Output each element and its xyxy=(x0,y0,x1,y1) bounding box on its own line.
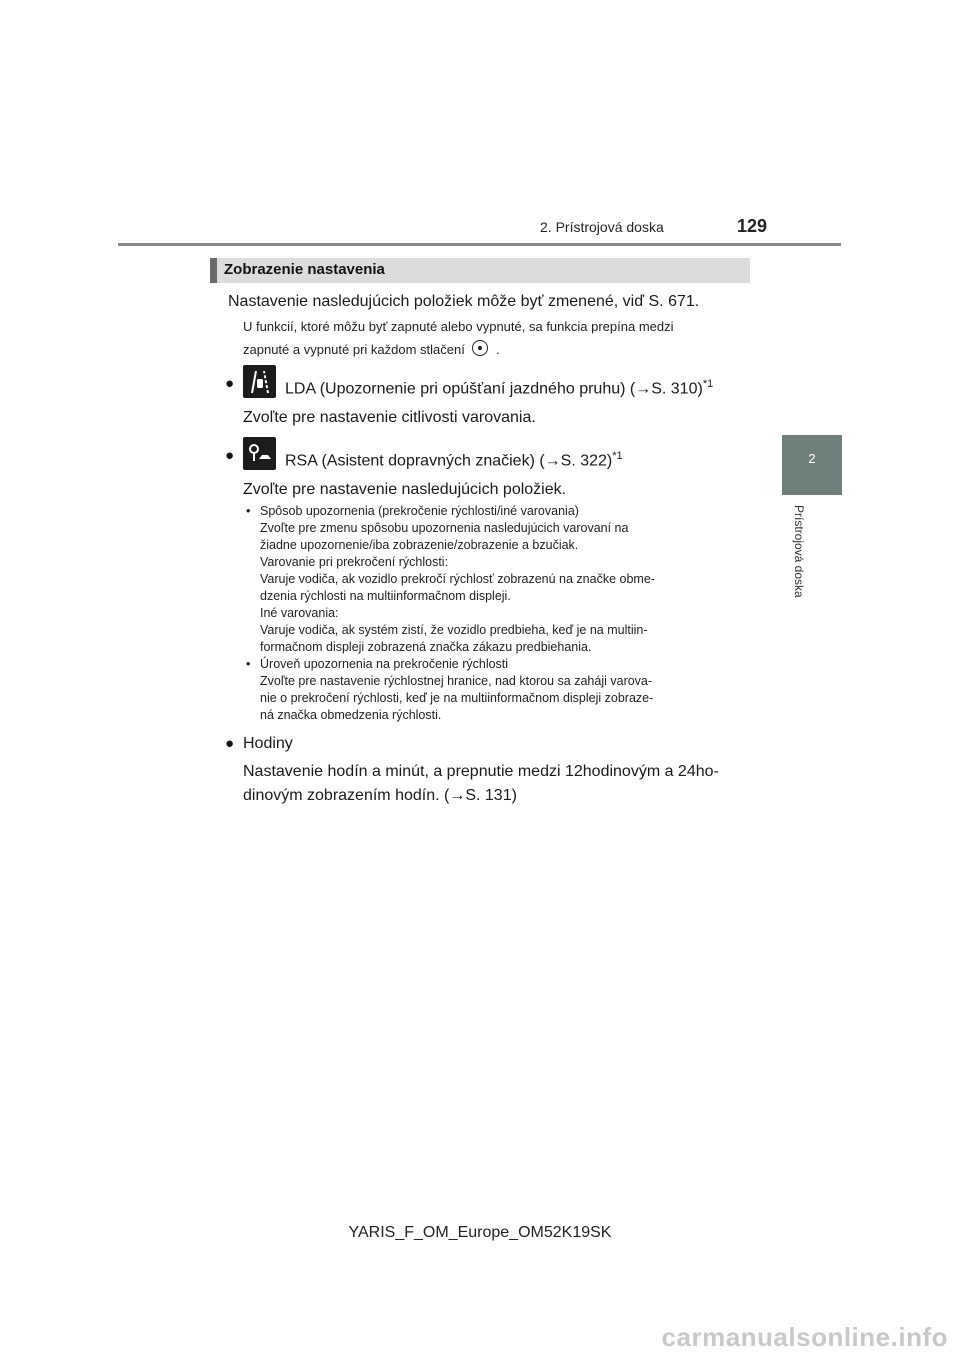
sub-bullet-icon: • xyxy=(246,657,251,671)
rsa-sub-text: formačnom displeji zobrazená značka zákazu predbiehania. xyxy=(260,640,592,654)
rsa-title-text: RSA (Asistent dopravných značiek) ( xyxy=(285,452,545,470)
lda-title xyxy=(285,372,713,401)
rsa-sub-text: nie o prekročení rýchlosti, keď je na multiinformačnom displeji zobraze- xyxy=(260,691,654,705)
page-number: 129 xyxy=(737,216,768,236)
rsa-sub-text: Varuje vodiča, ak systém zistí, že vozidlo predbieha, keď je na multiin- xyxy=(260,623,648,637)
section-title: Zobrazenie nastavenia xyxy=(224,261,385,278)
note-line-1: U funkcií, ktoré môžu byť zapnuté alebo vypnuté, sa funkcia prepína medzi xyxy=(243,319,674,334)
chapter-tab-number: 2 xyxy=(808,451,816,466)
rsa-title xyxy=(285,444,623,473)
rsa-sub-text: ná značka obmedzenia rýchlosti. xyxy=(260,708,442,722)
rsa-sub-text: Iné varovania: xyxy=(260,606,339,620)
rsa-sub-text: Úroveň upozornenia na prekročenie rýchlosti xyxy=(260,657,509,671)
clock-ref: S. 131) xyxy=(465,787,517,804)
bullet-icon: ● xyxy=(225,375,235,392)
road-sign-assist-icon xyxy=(243,437,276,470)
intro-text: Nastavenie nasledujúcich položiek môže byť zmenené, viď S. 671. xyxy=(228,293,700,310)
clock-description-2 xyxy=(243,784,517,808)
bullet-icon: ● xyxy=(225,447,235,464)
lane-departure-icon xyxy=(243,365,276,398)
select-button-icon xyxy=(472,340,488,356)
rsa-sublist xyxy=(246,503,746,724)
watermark: carmanualsonline.info xyxy=(661,1322,948,1352)
rsa-sub-text: Varovanie pri prekročení rýchlosti: xyxy=(260,555,449,569)
document-footer: YARIS_F_OM_Europe_OM52K19SK xyxy=(348,1224,612,1241)
rsa-description: Zvoľte pre nastavenie nasledujúcich položiek. xyxy=(243,481,567,498)
section-title-accent xyxy=(210,258,217,283)
rsa-sub-item-2 xyxy=(246,656,746,673)
rsa-footnote: *1 xyxy=(612,450,623,462)
lda-title-text: LDA (Upozornenie pri opúšťaní jazdného pruhu) ( xyxy=(285,380,636,398)
rsa-sub-text: dzenia rýchlosti na multiinformačnom displeji. xyxy=(260,589,511,603)
note-line-2-text: zapnuté a vypnuté pri každom stlačení xyxy=(243,342,465,357)
note-line-2-end: . xyxy=(496,342,500,357)
rsa-sub-text: Zvoľte pre nastavenie rýchlostnej hranice, nad ktorou sa zaháji varova- xyxy=(260,674,653,688)
rsa-sub-text: Zvoľte pre zmenu spôsobu upozornenia nasledujúcich varovaní na xyxy=(260,521,629,535)
rsa-sub-item-1 xyxy=(246,503,746,520)
clock-desc-text: dinovým zobrazením hodín. ( xyxy=(243,787,450,804)
rsa-sub-text: Spôsob upozornenia (prekročenie rýchlosti/iné varovania) xyxy=(260,504,579,518)
clock-description-1: Nastavenie hodín a minút, a prepnutie medzi 12hodinovým a 24ho- xyxy=(243,763,719,780)
lda-ref: S. 310) xyxy=(651,380,703,398)
arrow-icon: → xyxy=(544,452,561,470)
header-divider xyxy=(118,243,841,246)
rsa-ref: S. 322) xyxy=(560,452,613,470)
arrow-icon: → xyxy=(635,380,652,398)
chapter-tab-label: Prístrojová doska xyxy=(792,505,806,598)
lda-description: Zvoľte pre nastavenie citlivosti varovania. xyxy=(243,409,536,426)
note-line-2 xyxy=(243,338,500,362)
lda-footnote: *1 xyxy=(702,378,714,390)
rsa-sub-text: Varuje vodiča, ak vozidlo prekročí rýchlosť zobrazenú na značke obme- xyxy=(260,572,655,586)
sub-bullet-icon: • xyxy=(246,504,251,518)
rsa-sub-text: žiadne upozornenie/iba zobrazenie/zobrazenie a bzučiak. xyxy=(260,538,579,552)
bullet-icon: ● xyxy=(225,735,235,752)
section-header: 2. Prístrojová doska xyxy=(540,219,664,235)
clock-title: Hodiny xyxy=(243,735,293,752)
arrow-icon: → xyxy=(449,787,466,804)
